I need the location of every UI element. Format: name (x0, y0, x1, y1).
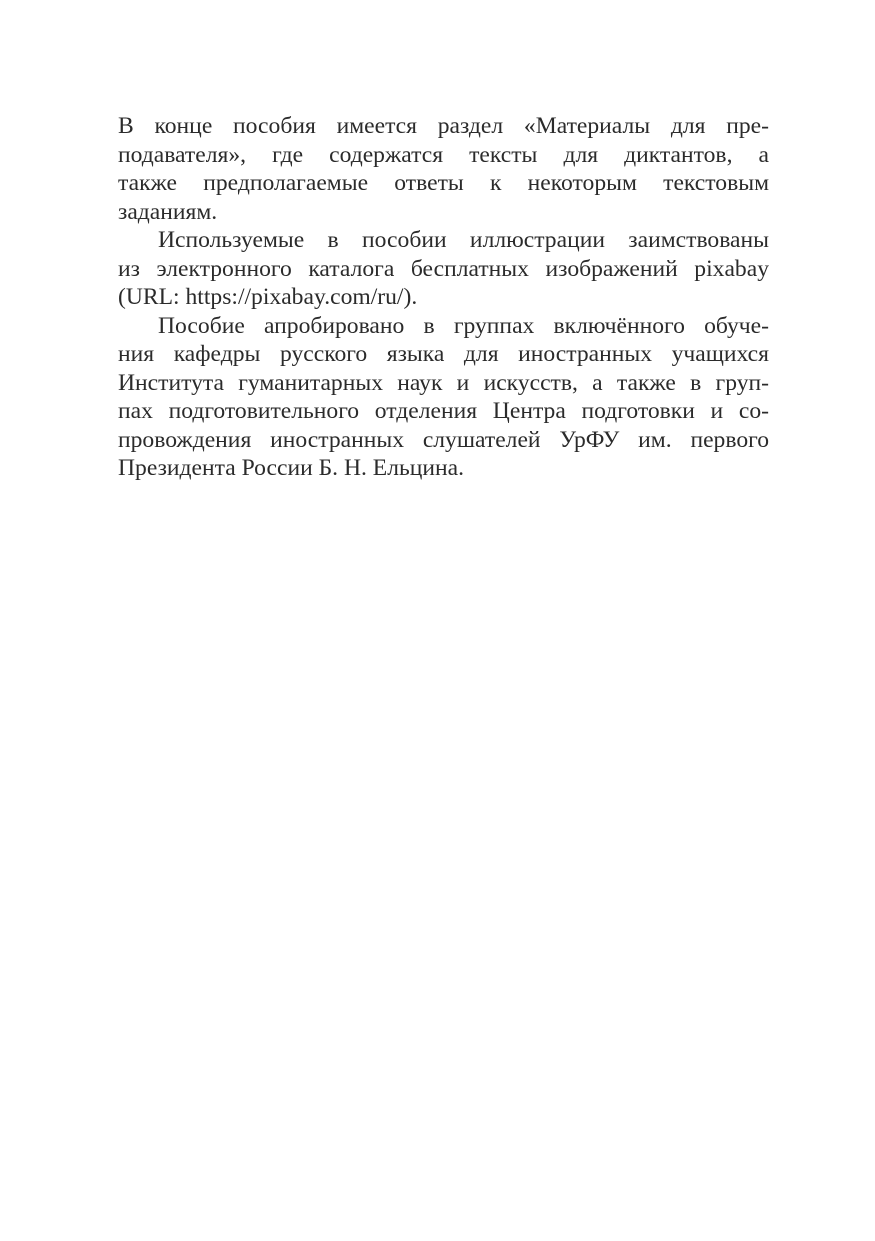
paragraph-line: (URL: https://pixabay.com/ru/). (118, 284, 418, 310)
paragraph-line: Пособие апробировано в группах включённого обуче- (158, 312, 769, 339)
paragraph-line: заданиям. (118, 198, 218, 225)
paragraph-line: ния кафедры русского языка для иностранных учащихся (118, 341, 769, 367)
paragraph-illustrations (118, 226, 769, 312)
paragraph-materials (118, 112, 769, 226)
paragraph-line: подавателя», где содержатся тексты для диктантов, а (118, 141, 769, 168)
paragraph-line: В конце пособия имеется раздел «Материалы для пре- (118, 113, 769, 139)
paragraph-line: Используемые в пособии иллюстрации заимствованы (158, 227, 769, 253)
paragraph-line: Президента России Б. Н. Ельцина. (118, 455, 465, 481)
paragraph-line: провождения иностранных слушателей УрФУ им. первого (118, 426, 769, 453)
paragraph-line: Института гуманитарных наук и искусств, а также в груп- (118, 369, 769, 396)
paragraph-approbation (118, 312, 769, 483)
body-text (118, 112, 769, 483)
paragraph-line: пах подготовительного отделения Центра подготовки и со- (118, 398, 769, 424)
paragraph-line: из электронного каталога бесплатных изображений pixabay (118, 255, 769, 282)
paragraph-line: также предполагаемые ответы к некоторым текстовым (118, 170, 769, 196)
